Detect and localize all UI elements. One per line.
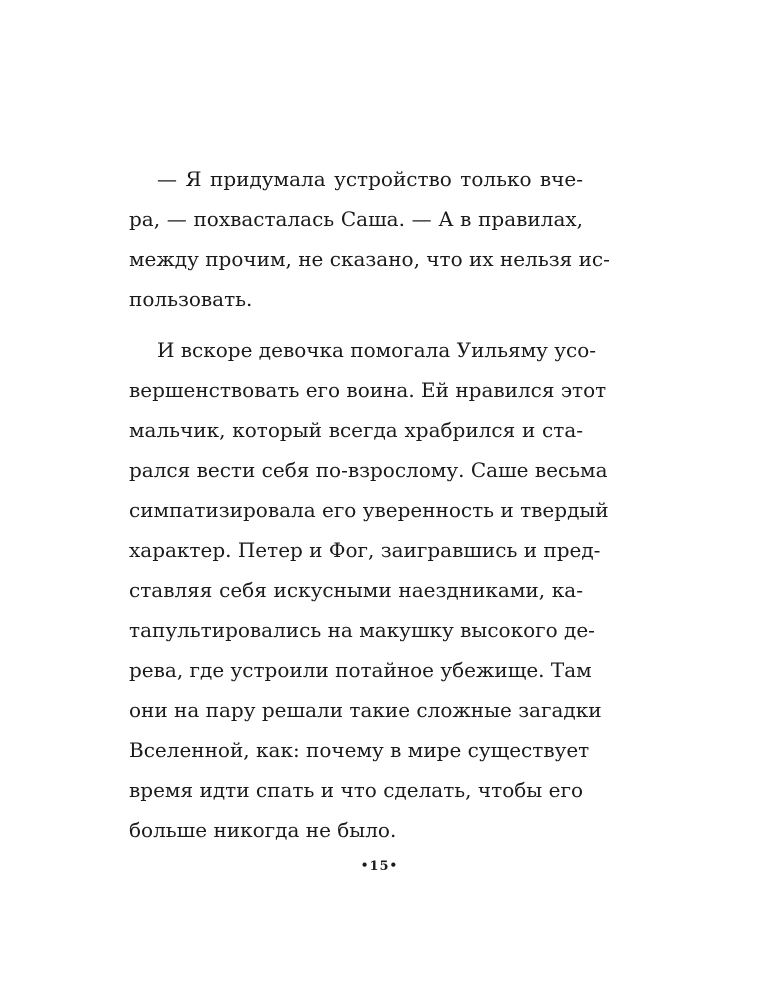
text-line: симпатизировала его уверенность и твердый [129, 498, 609, 522]
text-line: мальчик, который всегда храбрился и ста- [129, 418, 583, 442]
page-number [0, 858, 759, 874]
page-number-right-ornament: • [389, 858, 399, 872]
text-line: И вскоре девочка помогала Уильяму усо- [157, 338, 597, 362]
text-line: — Я придумала устройство только вче- [157, 167, 583, 191]
page-number-left-ornament: • [360, 858, 370, 872]
text-line: пользовать. [129, 287, 253, 311]
body-text [129, 159, 610, 850]
text-line: рался вести себя по-взрослому. Саше весьма [129, 458, 608, 482]
text-line: рева, где устроили потайное убежище. Там [129, 658, 592, 682]
paragraph-2 [129, 330, 609, 850]
page-number-value: 15 [369, 859, 390, 874]
text-line: больше никогда не было. [129, 818, 397, 842]
text-line: между прочим, не сказано, что их нельзя ис- [129, 247, 610, 271]
text-line: вершенствовать его воина. Ей нравился этот [129, 378, 607, 402]
text-line: Вселенной, как: почему в мире существует [129, 738, 590, 762]
paragraph-1 [129, 159, 610, 319]
text-line: ставляя себя искусными наездниками, ка- [129, 578, 583, 602]
text-line: они на пару решали такие сложные загадки [129, 698, 602, 722]
paragraph-gap [129, 319, 583, 330]
text-line: ра, — похвасталась Саша. — А в правилах, [129, 207, 583, 231]
text-line: время идти спать и что сделать, чтобы его [129, 778, 583, 802]
text-line: характер. Петер и Фог, заигравшись и пред- [129, 538, 601, 562]
text-line: тапультировались на макушку высокого де- [129, 618, 595, 642]
